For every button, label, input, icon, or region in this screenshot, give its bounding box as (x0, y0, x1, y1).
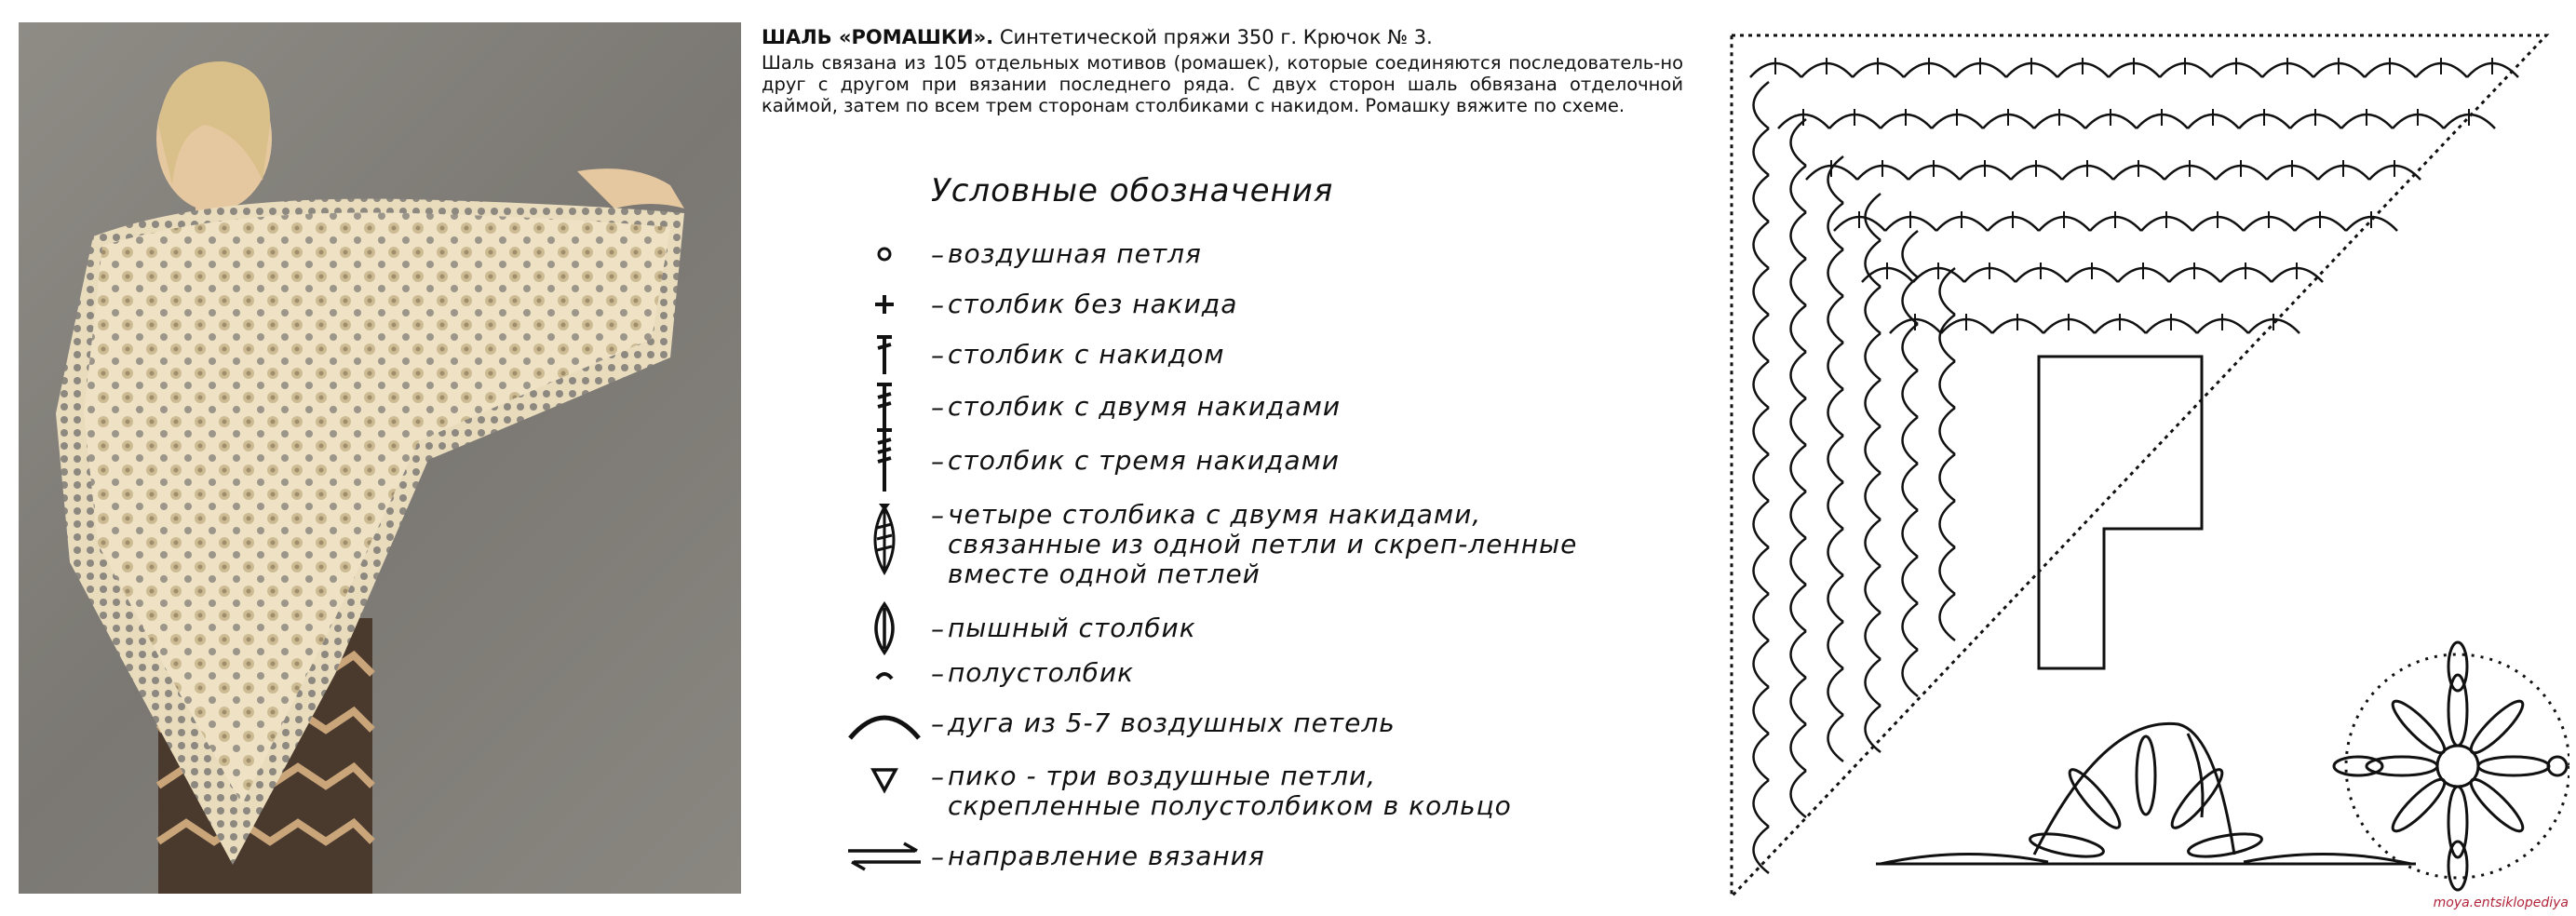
border-arc (1903, 603, 1919, 650)
source-credit: moya.entsiklopediya (2433, 896, 2569, 910)
legend-text: столбик с накидом (948, 339, 1225, 370)
border-arc (1940, 315, 1956, 361)
border-arc (1828, 622, 1844, 668)
border-arc (1828, 575, 1844, 622)
border-arc (1866, 706, 1881, 752)
border-arc (1828, 156, 1844, 203)
legend-text: полустолбик (948, 657, 1135, 688)
legend-text: дуга из 5-7 воздушных петель (948, 707, 1396, 738)
border-arc (1791, 492, 1807, 538)
border-arc (1754, 222, 1770, 268)
border-arc (1940, 454, 1956, 501)
border-arc (1940, 594, 1956, 640)
border-arc (1828, 296, 1844, 343)
border-arc (1940, 501, 1956, 547)
pattern-description: Шаль связана из 105 отдельных мотивов (ромашек), которые соединяются последователь-но друг с другом при вязании последнего ряда. С двух сторон шаль обвязана отделочной каймой, затем по всем трем сторонам столбиками с накидом. Ромашку вяжите по схеме. (762, 52, 1683, 116)
shawl-photo (19, 22, 741, 894)
legend-text: четыре столбика с двумя накидами, связанные из одной петли и скреп-ленные вместе одной петлей (948, 499, 1578, 589)
border-arc (1903, 510, 1919, 557)
border-arc (1754, 128, 1770, 175)
double-crochet-icon (866, 331, 903, 378)
legend-text: столбик без накида (948, 289, 1238, 319)
double-treble-crochet-icon (866, 428, 903, 493)
border-arc (1754, 454, 1770, 501)
legend-text: столбик с тремя накидами (948, 445, 1340, 476)
border-arc (1754, 175, 1770, 222)
single-crochet-icon (866, 286, 903, 323)
full-motif-diagram (2334, 642, 2569, 890)
border-arc (1903, 650, 1919, 696)
legend-text: воздушная петля (948, 238, 1202, 269)
border-arc (1754, 547, 1770, 594)
border-arc (1828, 529, 1844, 575)
border-arc (1903, 417, 1919, 464)
border-arc (1791, 398, 1807, 445)
border-arc (1791, 631, 1807, 678)
border-arc (1828, 249, 1844, 296)
border-arc (1791, 771, 1807, 817)
border-arc (1866, 426, 1881, 473)
pattern-materials: Синтетической пряжи 350 г. Крючок № 3. (999, 26, 1433, 48)
legend-item: – пико - три воздушные петли, скрепленные полустолбиком в кольцо (838, 756, 1676, 830)
border-arc (1828, 389, 1844, 436)
legend-text: пико - три воздушные петли, скрепленные полустолбиком в кольцо (948, 761, 1512, 821)
border-arc (1828, 482, 1844, 529)
border-arc (1903, 324, 1919, 370)
slip-stitch-icon (866, 654, 903, 692)
cluster-icon (864, 498, 905, 582)
border-arc (1866, 659, 1881, 706)
chain-arc-icon (843, 703, 926, 744)
border-arc (1791, 538, 1807, 585)
border-arc (1866, 473, 1881, 519)
shawl-border-diagram (1732, 35, 2546, 896)
pattern-title: ШАЛЬ «РОМАШКИ». (762, 26, 994, 48)
border-arc (1754, 827, 1770, 873)
direction-arrows-icon (843, 838, 926, 875)
border-arc (1754, 734, 1770, 780)
border-arc (1828, 715, 1844, 761)
half-motif-diagram (1876, 723, 2416, 864)
border-arc (1754, 268, 1770, 315)
border-arc (1828, 203, 1844, 249)
legend-item: – столбик с накидом (838, 331, 1676, 378)
border-arc (1903, 464, 1919, 510)
border-arc (1940, 408, 1956, 454)
legend-item: – воздушная петля (838, 231, 1676, 277)
legend-item: – дуга из 5-7 воздушных петель (838, 700, 1676, 747)
border-arc (1866, 380, 1881, 426)
border-arc (1791, 259, 1807, 305)
border-arc (1754, 780, 1770, 827)
picot-icon (866, 761, 903, 798)
border-arc (1866, 613, 1881, 659)
crochet-diagram (1694, 26, 2569, 906)
legend-item: – столбик с тремя накидами (838, 438, 1676, 484)
legend-item: – столбик без накида (838, 281, 1676, 328)
border-arc (1866, 333, 1881, 380)
border-arc (1754, 501, 1770, 547)
border-arc (1866, 194, 1881, 240)
border-arc (1791, 166, 1807, 212)
border-arc (1754, 408, 1770, 454)
border-arc (1754, 361, 1770, 408)
border-arc (1903, 557, 1919, 603)
border-arc (1791, 678, 1807, 724)
legend-item: – полустолбик (838, 650, 1676, 696)
border-arc (1940, 547, 1956, 594)
legend-item: – четыре столбика с двумя накидами, связанные из одной петли и скреп-ленные вместе одной петлей (838, 498, 1676, 600)
legend-text: направление вязания (948, 841, 1265, 871)
border-arc (1791, 724, 1807, 771)
legend-text: столбик с двумя накидами (948, 391, 1342, 422)
legend-item: – столбик с двумя накидами (838, 384, 1676, 430)
treble-crochet-icon (866, 381, 903, 433)
chain-stitch-icon (866, 236, 903, 273)
border-arc (1903, 231, 1919, 277)
puff-stitch-icon (866, 600, 903, 656)
border-arc (1754, 687, 1770, 734)
border-arc (1866, 240, 1881, 287)
border-arc (1791, 445, 1807, 492)
border-arc (1754, 640, 1770, 687)
border-arc (1866, 519, 1881, 566)
border-arc (1828, 436, 1844, 482)
border-arc (1866, 566, 1881, 613)
border-arc (1791, 119, 1807, 166)
border-arc (1791, 352, 1807, 398)
border-arc (1866, 287, 1881, 333)
border-arc (1754, 315, 1770, 361)
border-arc (1791, 585, 1807, 631)
border-arc (1828, 668, 1844, 715)
border-arc (1754, 594, 1770, 640)
border-arc (1940, 361, 1956, 408)
legend-text: пышный столбик (948, 613, 1196, 643)
border-arc (1940, 268, 1956, 315)
legend-item: – пышный столбик (838, 600, 1676, 656)
legend-title: Условные обозначения (931, 172, 1334, 209)
border-arc (1828, 343, 1844, 389)
border-arc (1791, 212, 1807, 259)
border-arc (1754, 82, 1770, 128)
border-arc (1791, 305, 1807, 352)
border-arc (1903, 370, 1919, 417)
legend-item: – направление вязания (838, 833, 1676, 880)
pattern-heading (762, 26, 1683, 49)
